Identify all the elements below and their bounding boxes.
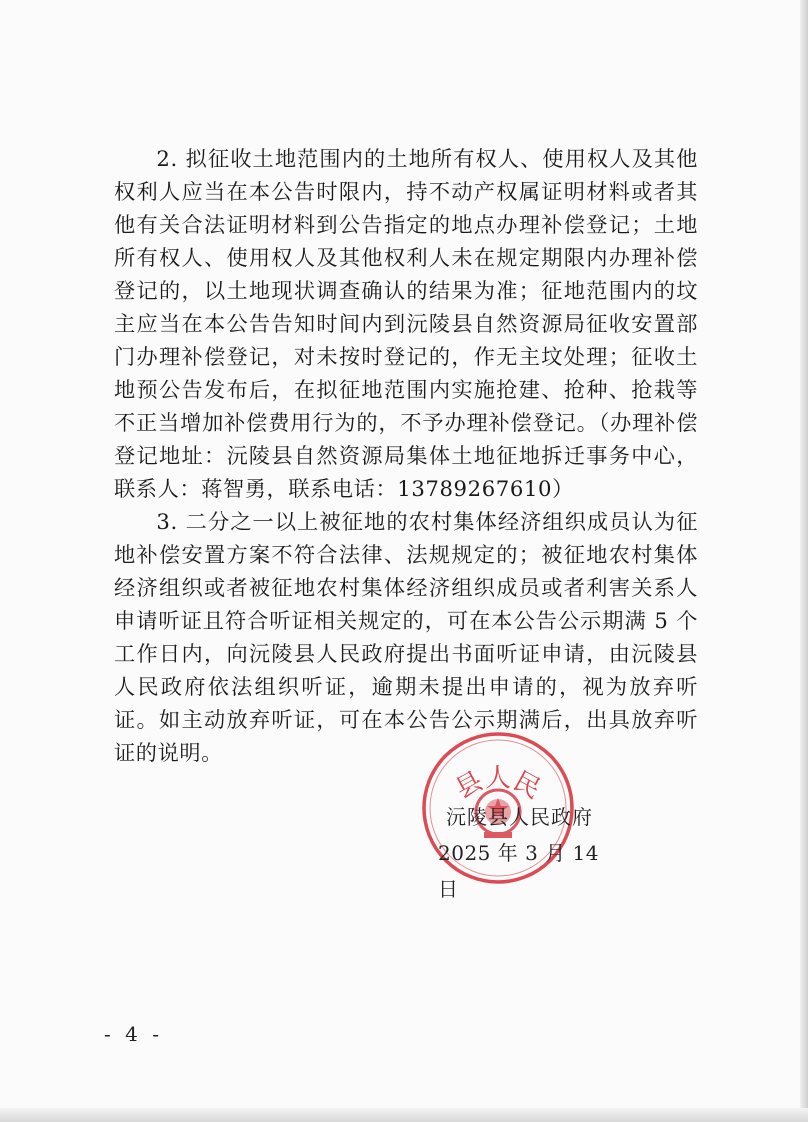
seal-arc-text: 县人民 xyxy=(450,763,546,806)
page-number: - 4 - xyxy=(104,1022,163,1046)
page-bottom-shadow xyxy=(0,1108,808,1122)
signature-block xyxy=(438,799,606,907)
signing-date: 2025 年 3 月 14 日 xyxy=(438,841,600,901)
signing-organization: 沅陵县人民政府 xyxy=(446,805,593,829)
page-edge-shadow xyxy=(800,0,808,1122)
paragraph-2: 2. 拟征收土地范围内的土地所有权人、使用权人及其他权利人应当在本公告时限内，持不动产权属证明材料或者其他有关合法证明材料到公告指定的地点办理补偿登记；土地所有权人、使用权人及其他权利人未在规定期限内办理补偿登记的，以土地现状调查确认的结果为准；征地范围内的坟主应当在本公告告知时间内到沅陵县自然资源局征收安置部门办理补偿登记，对未按时登记的，作无主坟处理；征收土地预公告发布后，在拟征地范围内实施抢建、抢种、抢栽等不正当增加补偿费用行为的，不予办理补偿登记。（办理补偿登记地址：沅陵县自然资源局集体土地征地拆迁事务中心，联系人：蒋智勇，联系电话：13789267610） xyxy=(114,146,698,501)
body-text xyxy=(114,142,698,769)
paragraph-3: 3. 二分之一以上被征地的农村集体经济组织成员认为征地补偿安置方案不符合法律、法规规定的；被征地农村集体经济组织或者被征地农村集体经济组织成员或者利害关系人申请听证且符合听证相关规定的，可在本公告公示期满 5 个工作日内，向沅陵县人民政府提出书面听证申请，由沅陵县人民政府依法组织听证，逾期未提出申请的，视为放弃听证。如主动放弃听证，可在本公告公示期满后，出具放弃听证的说明。 xyxy=(114,509,698,765)
